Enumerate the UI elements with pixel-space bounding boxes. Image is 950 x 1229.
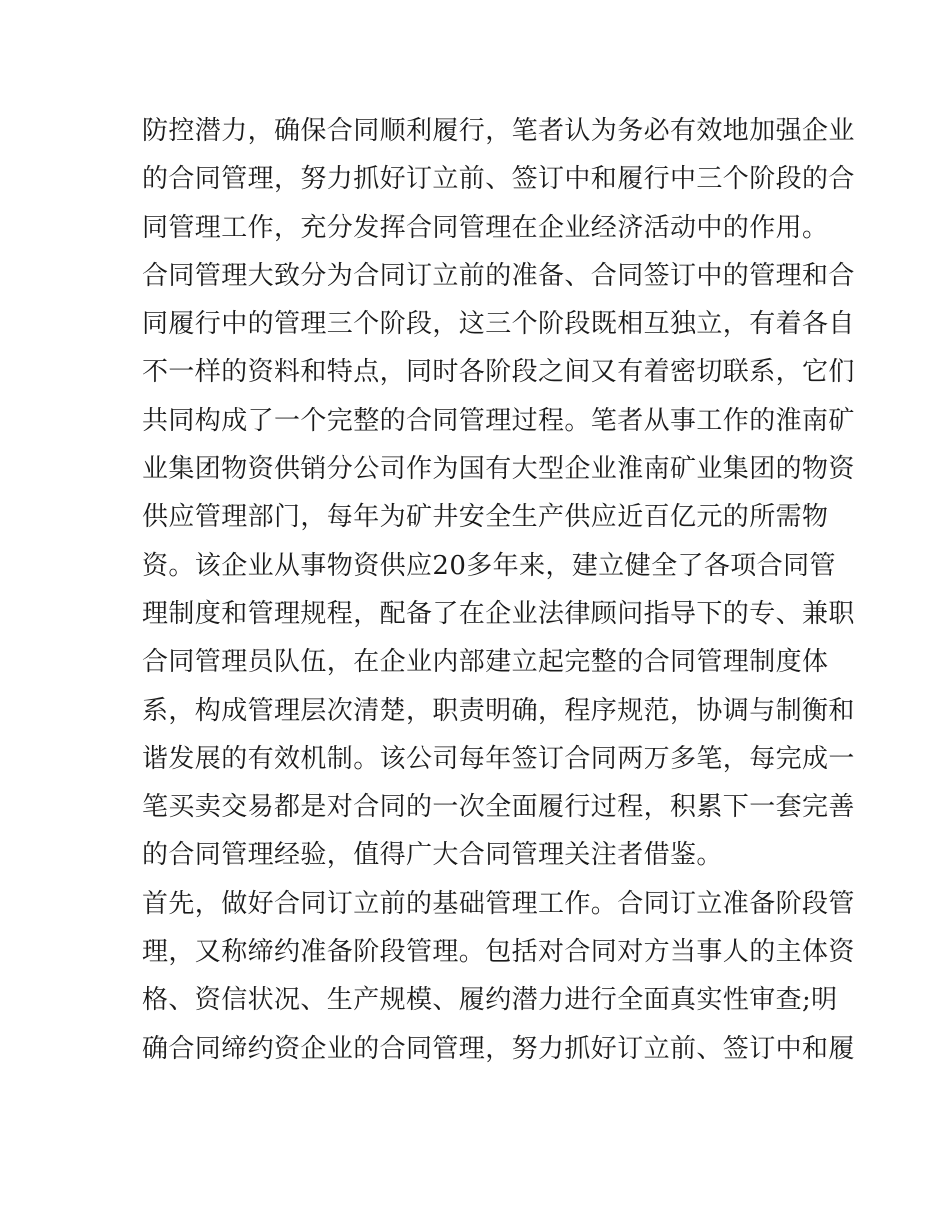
text-line: 谐发展的有效机制。该公司每年签订合同两万多笔，每完成一 (142, 743, 855, 774)
text-line: 资。该企业从事物资供应20多年来，建立健全了各项合同管 (142, 550, 836, 581)
text-line: 笔买卖交易都是对合同的一次全面履行过程，积累下一套完善 (142, 792, 855, 823)
text-line: 防控潜力，确保合同顺利履行，笔者认为务必有效地加强企业 (142, 116, 855, 146)
text-line: 理，又称缔约准备阶段管理。包括对合同对方当事人的主体资 (142, 937, 855, 968)
text-line: 同管理工作，充分发挥合同管理在企业经济活动中的作用。 (142, 212, 829, 243)
text-line: 系，构成管理层次清楚，职责明确，程序规范，协调与制衡和 (142, 695, 855, 726)
text-line: 共同构成了一个完整的合同管理过程。笔者从事工作的淮南矿 (142, 405, 855, 436)
text-line: 确合同缔约资企业的合同管理，努力抓好订立前、签订中和履 (142, 1033, 855, 1064)
text-line: 的合同管理，努力抓好订立前、签订中和履行中三个阶段的合 (142, 164, 855, 195)
text-line: 合同管理大致分为合同订立前的准备、合同签订中的管理和合 (142, 260, 855, 291)
text-line: 理制度和管理规程，配备了在企业法律顾问指导下的专、兼职 (142, 598, 855, 629)
text-line: 首先，做好合同订立前的基础管理工作。合同订立准备阶段管 (142, 888, 855, 919)
text-line: 不一样的资料和特点，同时各阶段之间又有着密切联系，它们 (142, 357, 855, 388)
body-text (142, 107, 855, 1073)
text-line: 的合同管理经验，值得广大合同管理关注者借鉴。 (142, 840, 723, 871)
text-line: 同履行中的管理三个阶段，这三个阶段既相互独立，有着各自 (142, 309, 855, 340)
text-line: 供应管理部门，每年为矿井安全生产供应近百亿元的所需物 (142, 502, 829, 533)
text-line: 业集团物资供销分公司作为国有大型企业淮南矿业集团的物资 (142, 454, 855, 485)
text-line: 格、资信状况、生产规模、履约潜力进行全面真实性审查;明 (142, 985, 838, 1016)
text-line: 合同管理员队伍，在企业内部建立起完整的合同管理制度体 (142, 647, 829, 678)
